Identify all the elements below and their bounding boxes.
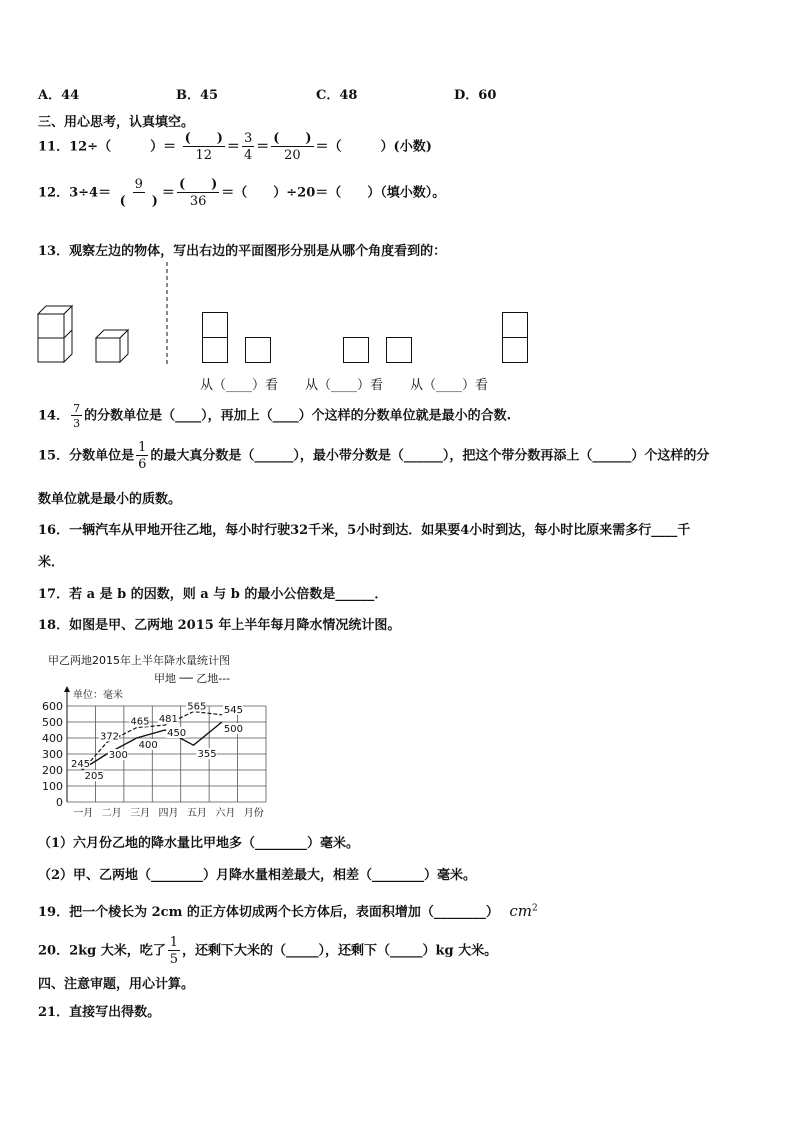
question-11 [38, 132, 432, 162]
x-tick-label: 二月 [101, 808, 122, 819]
q11-lead: 12÷（ ）＝ [69, 139, 177, 155]
y-tick-label: 300 [42, 748, 63, 761]
question-16-line2: 米． [38, 555, 65, 570]
option-c: C．48 [316, 88, 358, 103]
point-label: 545 [223, 704, 244, 716]
section4-title: 四、注意审题，用心计算。 [38, 977, 195, 992]
question-21: 21．直接写出得数。 [38, 1005, 161, 1020]
chart-title: 甲乙两地2015年上半年降水量统计图 [48, 654, 230, 667]
view2-label: 从（____）看 [305, 378, 384, 393]
point-label: 300 [108, 750, 128, 761]
point-label: 400 [138, 740, 158, 751]
x-axis-label: 月份 [243, 808, 264, 819]
x-tick-label: 六月 [215, 808, 236, 819]
q12-eq: ＝ [161, 185, 175, 201]
q11-number: 11． [38, 139, 70, 155]
question-13: 13．观察左边的物体，写出右边的平面图形分别是从哪个角度看到的： [38, 244, 447, 259]
question-19 [38, 901, 538, 920]
q15-fraction: $\frac{1}{6}$ [138, 440, 147, 472]
q11-fraction-2: $\frac{3}{4}$ [243, 131, 253, 163]
q20-fraction: $\frac{1}{5}$ [169, 935, 179, 967]
point-label: 481 [158, 714, 178, 726]
view1-label: 从（____）看 [200, 378, 279, 393]
rainfall-chart [34, 650, 274, 826]
question-20 [38, 936, 497, 966]
y-tick-label: 0 [56, 796, 63, 809]
x-tick-label: 四月 [158, 808, 179, 819]
question-17: 17．若 a 是 b 的因数，则 a 与 b 的最小公倍数是______． [38, 587, 388, 602]
question-12 [38, 178, 445, 208]
q20-lead: 20．2kg 大米，吃了 [38, 943, 166, 959]
stacked-cubes-figure [34, 300, 174, 366]
q18-sub-2: （2）甲、乙两地（________）月降水量相差最大，相差（________）毫米。 [38, 868, 477, 883]
x-tick-label: 一月 [73, 808, 94, 819]
q20-text: ，还剩下大米的（_____），还剩下（_____）kg 大米。 [182, 943, 498, 959]
q11-tail: ＝（ ）(小数) [315, 139, 432, 155]
point-label: 372 [99, 731, 120, 743]
q14-text: 的分数单位是（____），再加上（____）个这样的分数单位就是最小的合数. [84, 408, 512, 424]
q14-number: 14． [38, 408, 70, 424]
q15-lead: 分数单位是 [69, 448, 135, 464]
point-label: 500 [223, 724, 244, 735]
q11-fraction-1: $\frac{( )}{12}$ [184, 131, 223, 163]
view3-square-top [502, 312, 528, 338]
point-label: 245 [71, 758, 91, 770]
question-16-line1: 16．一辆汽车从甲地开往乙地，每小时行驶32千米，5小时到达．如果要4小时到达，每小时比原来需多行____千 [38, 523, 691, 538]
point-label: 565 [187, 701, 207, 713]
point-label: 205 [84, 771, 104, 783]
q12-lead: 3÷4＝ [69, 185, 112, 201]
q18-sub-1: （1）六月份乙地的降水量比甲地多（________）毫米。 [38, 836, 360, 851]
y-axis-label: 单位：毫米 [73, 690, 123, 701]
q11-fraction-3: $\frac{( )}{20}$ [273, 131, 312, 163]
q19-text: 19．把一个棱长为 2cm 的正方体切成两个长方体后，表面积增加（________） [38, 905, 499, 920]
y-tick-label: 500 [42, 716, 63, 729]
q19-unit-sup: 2 [532, 903, 538, 914]
dashed-divider [164, 262, 170, 364]
question-15 [38, 441, 709, 471]
y-axis-arrow [64, 686, 70, 692]
q15-line2: 数单位就是最小的质数。 [38, 492, 182, 507]
question-18: 18．如图是甲、乙两地 2015 年上半年每月降水情况统计图。 [38, 618, 401, 633]
y-tick-label: 200 [42, 764, 63, 777]
view1-square-right [245, 337, 271, 363]
y-tick-label: 600 [42, 700, 63, 713]
x-tick-label: 五月 [186, 808, 207, 819]
option-b: B．45 [176, 88, 219, 103]
chart-svg [34, 650, 274, 826]
q15-text: 的最大真分数是（______），最小带分数是（______），把这个带分数再添上（______）个这样的分 [150, 448, 710, 464]
x-tick-label: 三月 [130, 808, 151, 819]
question-14 [38, 403, 511, 429]
q11-eq2: ＝ [256, 139, 270, 155]
point-label: 465 [130, 716, 150, 728]
option-d: D．60 [454, 88, 497, 103]
option-a: A．44 [38, 88, 80, 103]
q11-eq: ＝ [226, 139, 240, 155]
section3-title: 三、用心思考，认真填空。 [38, 115, 195, 130]
view1-square-bottom [202, 337, 228, 363]
view3-label: 从（____）看 [410, 378, 489, 393]
point-label: 355 [197, 749, 217, 761]
view1-square-top [202, 312, 228, 338]
view2-square-left [343, 337, 369, 363]
view2-square-right [386, 337, 412, 363]
view3-square-bottom [502, 337, 528, 363]
q14-fraction: $\frac{7}{3}$ [73, 402, 81, 430]
q19-unit: cm [509, 902, 533, 920]
q12-number: 12． [38, 185, 70, 201]
point-label: 450 [167, 728, 187, 739]
y-tick-label: 100 [42, 780, 63, 793]
chart-legend: 甲地 ── 乙地--- [154, 672, 231, 685]
q12-tail: ＝（ ）÷20＝（ ）（填小数）。 [221, 185, 446, 201]
y-tick-label: 400 [42, 732, 63, 745]
q12-fraction-2: $\frac{( )}{36}$ [178, 177, 218, 209]
q12-fraction-1: $\frac{9}{( )}$ [119, 177, 158, 209]
q15-number: 15． [38, 448, 70, 464]
